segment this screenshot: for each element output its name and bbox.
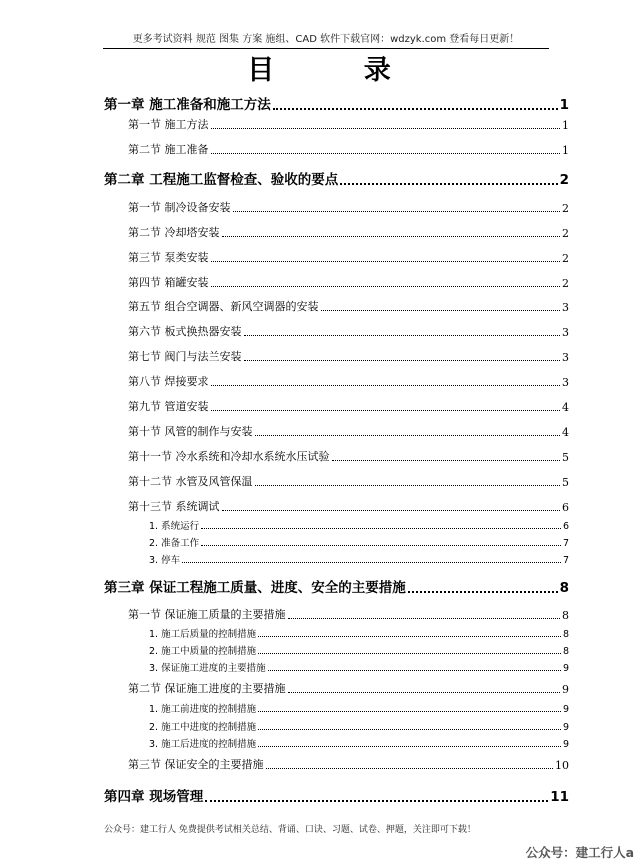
toc-entry-level2 (128, 448, 569, 464)
toc-entry-label: 第八节 焊接要求 (128, 375, 209, 388)
toc-entry-label: 第五节 组合空调器、新风空调器的安装 (128, 300, 319, 313)
toc-entry-level2 (128, 199, 569, 215)
toc-entry-page: 8 (562, 609, 569, 622)
toc-entry-page: 9 (562, 663, 569, 674)
toc-leader-dots (340, 183, 557, 185)
toc-leader-dots (205, 800, 548, 802)
toc-leader-dots (211, 286, 561, 287)
page-title: 目 录 (247, 55, 431, 86)
toc-entry-page: 9 (562, 683, 569, 696)
toc-entry-level3 (149, 736, 569, 750)
toc-entry-level1 (104, 93, 569, 113)
toc-leader-dots (233, 211, 561, 212)
toc-entry-level2 (128, 249, 569, 265)
toc-entry-level2 (128, 116, 569, 132)
toc-leader-dots (408, 591, 558, 593)
toc-leader-dots (182, 562, 561, 563)
toc-leader-dots (273, 108, 558, 110)
toc-entry-level2 (128, 498, 569, 514)
toc-entry-page: 1 (562, 119, 569, 132)
toc-entry-page: 9 (562, 722, 569, 733)
toc-entry-label: 第十二节 水管及风管保温 (128, 475, 253, 488)
toc-entry-page: 11 (550, 789, 569, 805)
toc-entry-level2 (128, 323, 569, 339)
toc-leader-dots (211, 153, 561, 154)
toc-entry-page: 10 (555, 759, 569, 772)
toc-entry-page: 4 (562, 426, 569, 439)
toc-entry-page: 2 (562, 202, 569, 215)
toc-entry-level1 (104, 576, 569, 596)
toc-entry-label: 第三章 保证工程施工质量、进度、安全的主要措施 (104, 580, 406, 596)
toc-entry-label: 2. 准备工作 (149, 538, 200, 549)
toc-leader-dots (222, 236, 561, 237)
toc-leader-dots (258, 711, 561, 712)
toc-entry-level2 (128, 756, 569, 772)
toc-entry-page: 8 (562, 629, 569, 640)
toc-entry-page: 2 (562, 277, 569, 290)
toc-entry-level2 (128, 423, 569, 439)
toc-entry-page: 8 (559, 580, 569, 596)
toc-entry-page: 3 (562, 376, 569, 389)
toc-entry-label: 第二节 冷却塔安装 (128, 226, 220, 239)
toc-entry-label: 第一节 制冷设备安装 (128, 201, 231, 214)
toc-entry-label: 3. 停车 (149, 555, 181, 566)
toc-entry-label: 第九节 管道安装 (128, 400, 209, 413)
toc-entry-label: 1. 施工前进度的控制措施 (149, 704, 257, 715)
toc-leader-dots (211, 128, 561, 129)
toc-entry-page: 2 (562, 252, 569, 265)
toc-entry-level2 (128, 680, 569, 696)
toc-leader-dots (258, 653, 561, 654)
toc-entry-label: 第十三节 系统调试 (128, 500, 220, 513)
toc-leader-dots (211, 261, 561, 262)
toc-leader-dots (266, 768, 554, 769)
toc-entry-label: 第二章 工程施工监督检查、验收的要点 (104, 172, 339, 188)
toc-entry-label: 第一章 施工准备和施工方法 (104, 97, 271, 113)
toc-entry-label: 第十一节 冷水系统和冷却水系统水压试验 (128, 450, 330, 463)
toc-entry-label: 第六节 板式换热器安装 (128, 325, 242, 338)
toc-entry-level2 (128, 224, 569, 240)
toc-entry-page: 4 (562, 401, 569, 414)
toc-entry-label: 第一节 保证施工质量的主要措施 (128, 608, 286, 621)
toc-leader-dots (258, 746, 561, 747)
toc-entry-page: 3 (562, 301, 569, 314)
toc-leader-dots (211, 385, 561, 386)
toc-leader-dots (201, 528, 561, 529)
toc-leader-dots (255, 485, 561, 486)
toc-entry-label: 1. 系统运行 (149, 521, 200, 532)
toc-entry-level3 (149, 643, 569, 657)
toc-entry-label: 第一节 施工方法 (128, 118, 209, 131)
toc-leader-dots (244, 360, 561, 361)
toc-entry-label: 2. 施工中进度的控制措施 (149, 722, 257, 733)
toc-entry-page: 8 (562, 646, 569, 657)
toc-entry-label: 3. 施工后进度的控制措施 (149, 739, 257, 750)
toc-leader-dots (222, 510, 561, 511)
toc-entry-label: 1. 施工后质量的控制措施 (149, 629, 257, 640)
page-footer: 公众号：建工行人 免费提供考试相关总结、背诵、口诀、习题、试卷、押题，关注即可下载！ (104, 825, 476, 835)
toc-entry-level2 (128, 473, 569, 489)
toc-entry-level2 (128, 398, 569, 414)
toc-entry-page: 3 (562, 351, 569, 364)
toc-entry-page: 7 (562, 555, 569, 566)
toc-entry-level3 (149, 535, 569, 549)
toc-leader-dots (332, 460, 561, 461)
toc-entry-level1 (104, 785, 569, 805)
toc-entry-label: 3. 保证施工进度的主要措施 (149, 663, 266, 674)
toc-entry-label: 第七节 阀门与法兰安装 (128, 350, 242, 363)
toc-entry-label: 2. 施工中质量的控制措施 (149, 646, 257, 657)
toc-leader-dots (258, 636, 561, 637)
toc-leader-dots (321, 310, 561, 311)
toc-leader-dots (201, 545, 561, 546)
toc-entry-level2 (128, 373, 569, 389)
toc-entry-page: 6 (562, 501, 569, 514)
toc-leader-dots (258, 729, 561, 730)
toc-entry-label: 第四章 现场管理 (104, 789, 204, 805)
page-header: 更多考试资料 规范 图集 方案 施组、CAD 软件下载官网：wdzyk.com 登看每日更新！ (103, 30, 549, 49)
toc-entry-label: 第四节 箱罐安装 (128, 276, 209, 289)
toc-entry-page: 5 (562, 476, 569, 489)
toc-entry-level3 (149, 660, 569, 674)
toc-entry-level2 (128, 606, 569, 622)
toc-entry-level3 (149, 518, 569, 532)
toc-entry-level2 (128, 274, 569, 290)
toc-leader-dots (244, 335, 561, 336)
toc-entry-page: 9 (562, 739, 569, 750)
toc-entry-level3 (149, 719, 569, 733)
watermark: 公众号：建工行人a (525, 845, 634, 860)
toc-entry-page: 1 (559, 97, 569, 113)
toc-leader-dots (288, 618, 561, 619)
toc-entry-label: 第十节 风管的制作与安装 (128, 425, 253, 438)
toc-entry-label: 第三节 泵类安装 (128, 251, 209, 264)
toc-leader-dots (211, 410, 561, 411)
toc-entry-page: 3 (562, 326, 569, 339)
toc-entry-page: 2 (559, 172, 569, 188)
toc-entry-label: 第二节 施工准备 (128, 143, 209, 156)
toc-entry-label: 第三节 保证安全的主要措施 (128, 758, 264, 771)
toc-leader-dots (268, 670, 561, 671)
toc-entry-label: 第二节 保证施工进度的主要措施 (128, 682, 286, 695)
toc-leader-dots (288, 692, 561, 693)
toc-entry-page: 9 (562, 704, 569, 715)
toc-entry-level2 (128, 348, 569, 364)
toc-entry-page: 5 (562, 451, 569, 464)
toc-entry-page: 2 (562, 227, 569, 240)
toc-entry-level3 (149, 552, 569, 566)
toc-entry-page: 1 (562, 144, 569, 157)
toc-entry-page: 6 (562, 521, 569, 532)
toc-entry-page: 7 (562, 538, 569, 549)
toc-entry-level2 (128, 298, 569, 314)
toc-entry-level2 (128, 141, 569, 157)
toc-entry-level1 (104, 168, 569, 188)
toc-entry-level3 (149, 626, 569, 640)
toc-entry-level3 (149, 701, 569, 715)
toc-leader-dots (255, 435, 561, 436)
